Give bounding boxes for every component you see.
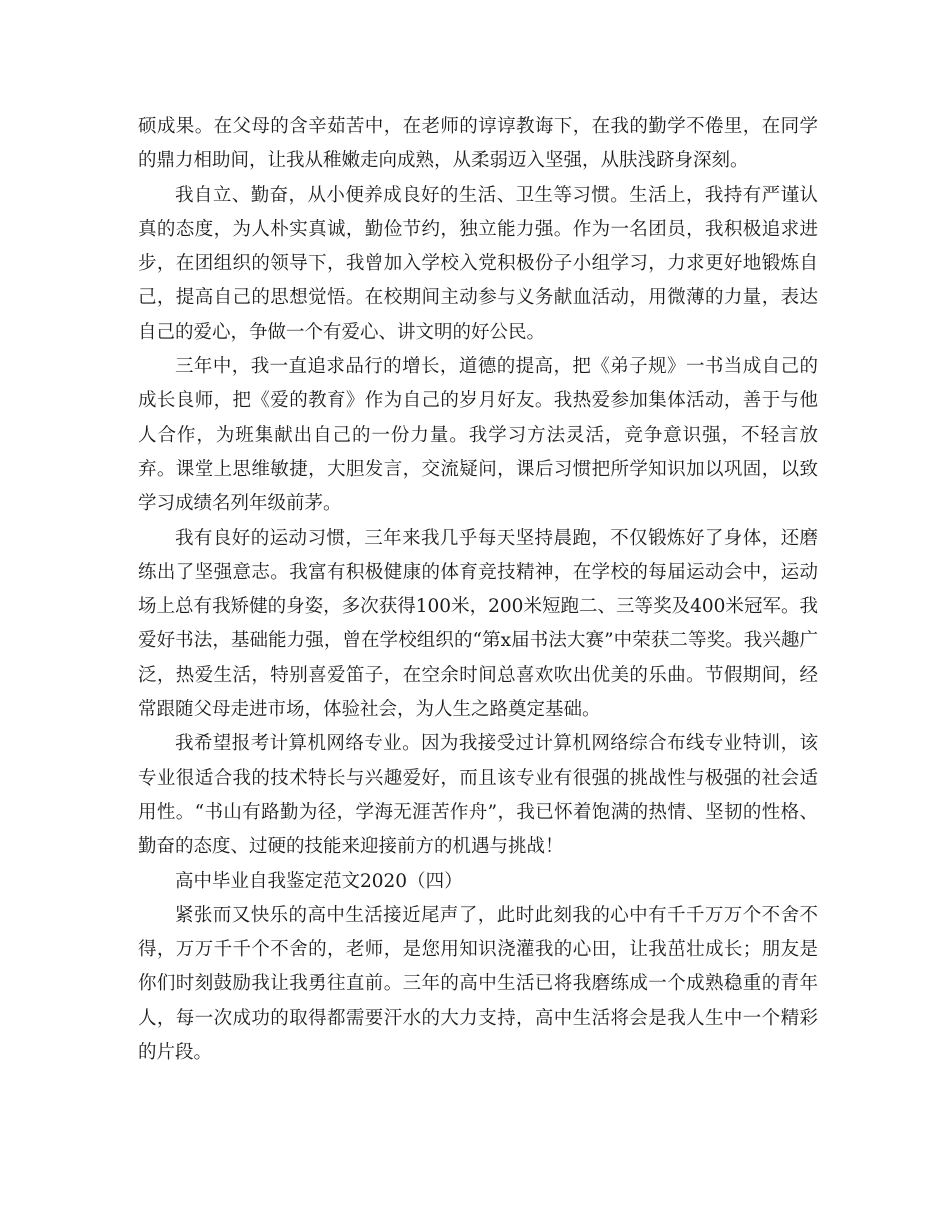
paragraph-conduct: 三年中，我一直追求品行的增长，道德的提高，把《弟子规》一书当成自己的成长良师，把《爱的教育》作为自己的岁月好友。我热爱参加集体活动，善于与他人合作，为班集献出自己的一份力量。我学习方法灵活，竞争意识强，不轻言放弃。课堂上思维敏捷，大胆发言，交流疑问，课后习惯把所学知识加以巩固，以致学习成绩名列年级前茅。 xyxy=(138,356,818,515)
document-body xyxy=(138,110,818,1070)
paragraph-farewell: 紧张而又快乐的高中生活接近尾声了，此时此刻我的心中有千千万万个不舍不得，万万千千个不舍的，老师，是您用知识浇灌我的心田，让我茁壮成长；朋友是你们时刻鼓励我让我勇往直前。三年的高中生活已将我磨练成一个成熟稳重的青年人，每一次成功的取得都需要汗水的大力支持，高中生活将会是我人生中一个精彩的片段。 xyxy=(138,904,818,1064)
paragraph-sports-hobbies: 我有良好的运动习惯，三年来我几乎每天坚持晨跑，不仅锻炼好了身体，还磨练出了坚强意志。我富有积极健康的体育竞技精神，在学校的每届运动会中，运动场上总有我矫健的身姿，多次获得100米，200米短跑二、三等奖及400米冠军。我爱好书法，基础能力强，曾在学校组织的“第x届书法大赛”中荣获二等奖。我兴趣广泛，热爱生活，特别喜爱笛子，在空余时间总喜欢吹出优美的乐曲。节假期间，经常跟随父母走进市场，体验社会，为人生之路奠定基础。 xyxy=(138,527,818,721)
paragraph-major-goal: 我希望报考计算机网络专业。因为我接受过计算机网络综合布线专业特训，该专业很适合我的技术特长与兴趣爱好，而且该专业有很强的挑战性与极强的社会适用性。“书山有路勤为径，学海无涯苦作舟”，我已怀着饱满的热情、坚韧的性格、勤奋的态度、过硬的技能来迎接前方的机遇与挑战！ xyxy=(138,733,818,858)
paragraph-character: 我自立、勤奋，从小便养成良好的生活、卫生等习惯。生活上，我持有严谨认真的态度，为人朴实真诚，勤俭节约，独立能力强。作为一名团员，我积极追求进步，在团组织的领导下，我曾加入学校入党积极份子小组学习，力求更好地锻炼自己，提高自己的思想觉悟。在校期间主动参与义务献血活动，用微薄的力量，表达自己的爱心，争做一个有爱心、讲文明的好公民。 xyxy=(138,184,818,343)
paragraph-continuation: 硕成果。在父母的含辛茹苦中，在老师的谆谆教诲下，在我的勤学不倦里，在同学的鼎力相助间，让我从稚嫩走向成熟，从柔弱迈入坚强，从肤浅跻身深刻。 xyxy=(138,116,818,172)
section-heading: 高中毕业自我鉴定范文2020（四） xyxy=(175,870,463,892)
